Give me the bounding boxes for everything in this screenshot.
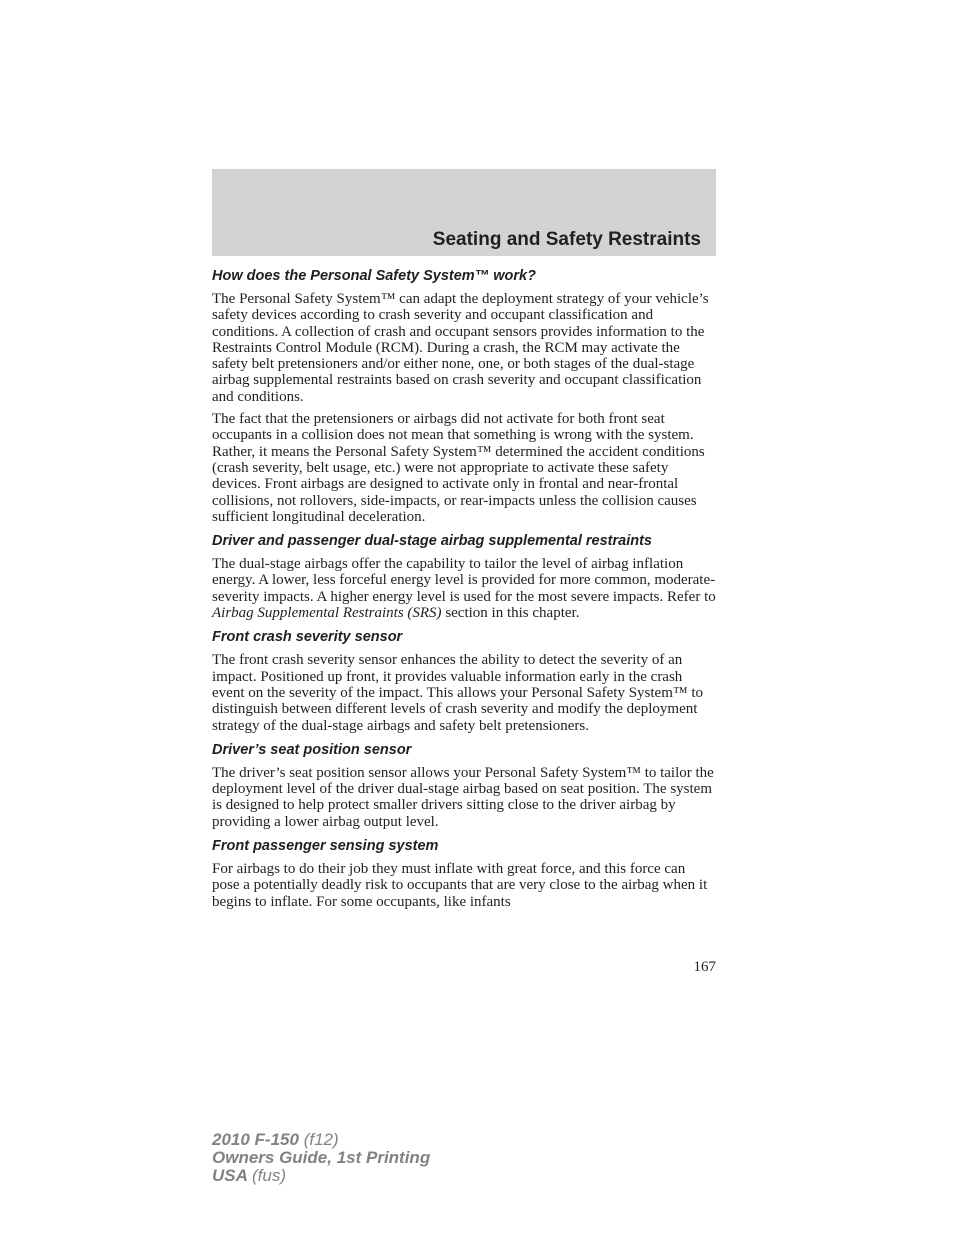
cross-reference: Airbag Supplemental Restraints (SRS) [212,605,442,622]
heading-front-crash-sensor: Front crash severity sensor [212,629,403,646]
paragraph [212,556,716,621]
paragraph: The fact that the pretensioners or airbags did not activate for both front seat occupants in a collision does not mean that something is wrong with the system. Rather, it means the Personal Safety System™ determined the accident conditions (crash severity, belt usage, etc.) were not appropriate to activate these safety devices. Front airbags are designed to activate only in frontal and near-frontal collisions, not rollovers, side-impacts, or rear-impacts unless the collision causes sufficient longitudinal deceleration. [212,411,705,525]
paragraph: The driver’s seat position sensor allows your Personal Safety System™ to tailor the deployment level of the driver dual-stage airbag based on seat position. The system is designed to help protect smaller drivers sitting close to the driver airbag by providing a lower airbag output level. [212,764,714,830]
paragraph: The Personal Safety System™ can adapt the deployment strategy of your vehicle’s safety devices according to crash severity and occupant classification and conditions. A collection of crash and occupant sensors provides information to the Restraints Control Module (RCM). During a crash, the RCM may activate the safety belt pretensioners and/or either none, one, or both stages of the dual-stage airbag supplemental restraints based on crash severity and occupant classification and conditions. [212,291,709,405]
page-number: 167 [693,959,716,975]
paragraph: For airbags to do their job they must inflate with great force, and this force can pose a potentially deadly risk to occupants that are very close to the airbag when it begins to inflate. For some occupants, like infants [212,861,708,910]
document-footer [212,1131,430,1185]
heading-how-psys-works: How does the Personal Safety System™ work? [212,268,536,284]
footer-line-region: USA (fus) [212,1166,286,1185]
paragraph-text: The dual-stage airbags offer the capability to tailor the level of airbag inflation energy. A lower, less forceful energy level is provided for more common, moderate-severity impacts. A higher energy level is used for the most severe impacts. Refer to [212,556,716,605]
page-content [212,266,716,916]
paragraph: The front crash severity sensor enhances the ability to detect the severity of an impact. Positioned up front, it provides valuable information early in the crash event on the severity of the impact. This allows your Personal Safety System™ to distinguish between different levels of crash severity and modify the deployment strategy of the dual-stage airbags and safety belt pretensioners. [212,652,704,734]
heading-dual-stage-airbags: Driver and passenger dual-stage airbag supplemental restraints [212,533,652,550]
section-title: Seating and Safety Restraints [432,229,701,250]
footer-line-model: 2010 F-150 (f12) [212,1130,339,1149]
section-header-band [212,169,716,256]
heading-seat-position-sensor: Driver’s seat position sensor [212,741,412,758]
paragraph-text: section in this chapter. [441,605,580,622]
footer-line-guide: Owners Guide, 1st Printing [212,1148,431,1167]
heading-passenger-sensing: Front passenger sensing system [212,838,439,855]
